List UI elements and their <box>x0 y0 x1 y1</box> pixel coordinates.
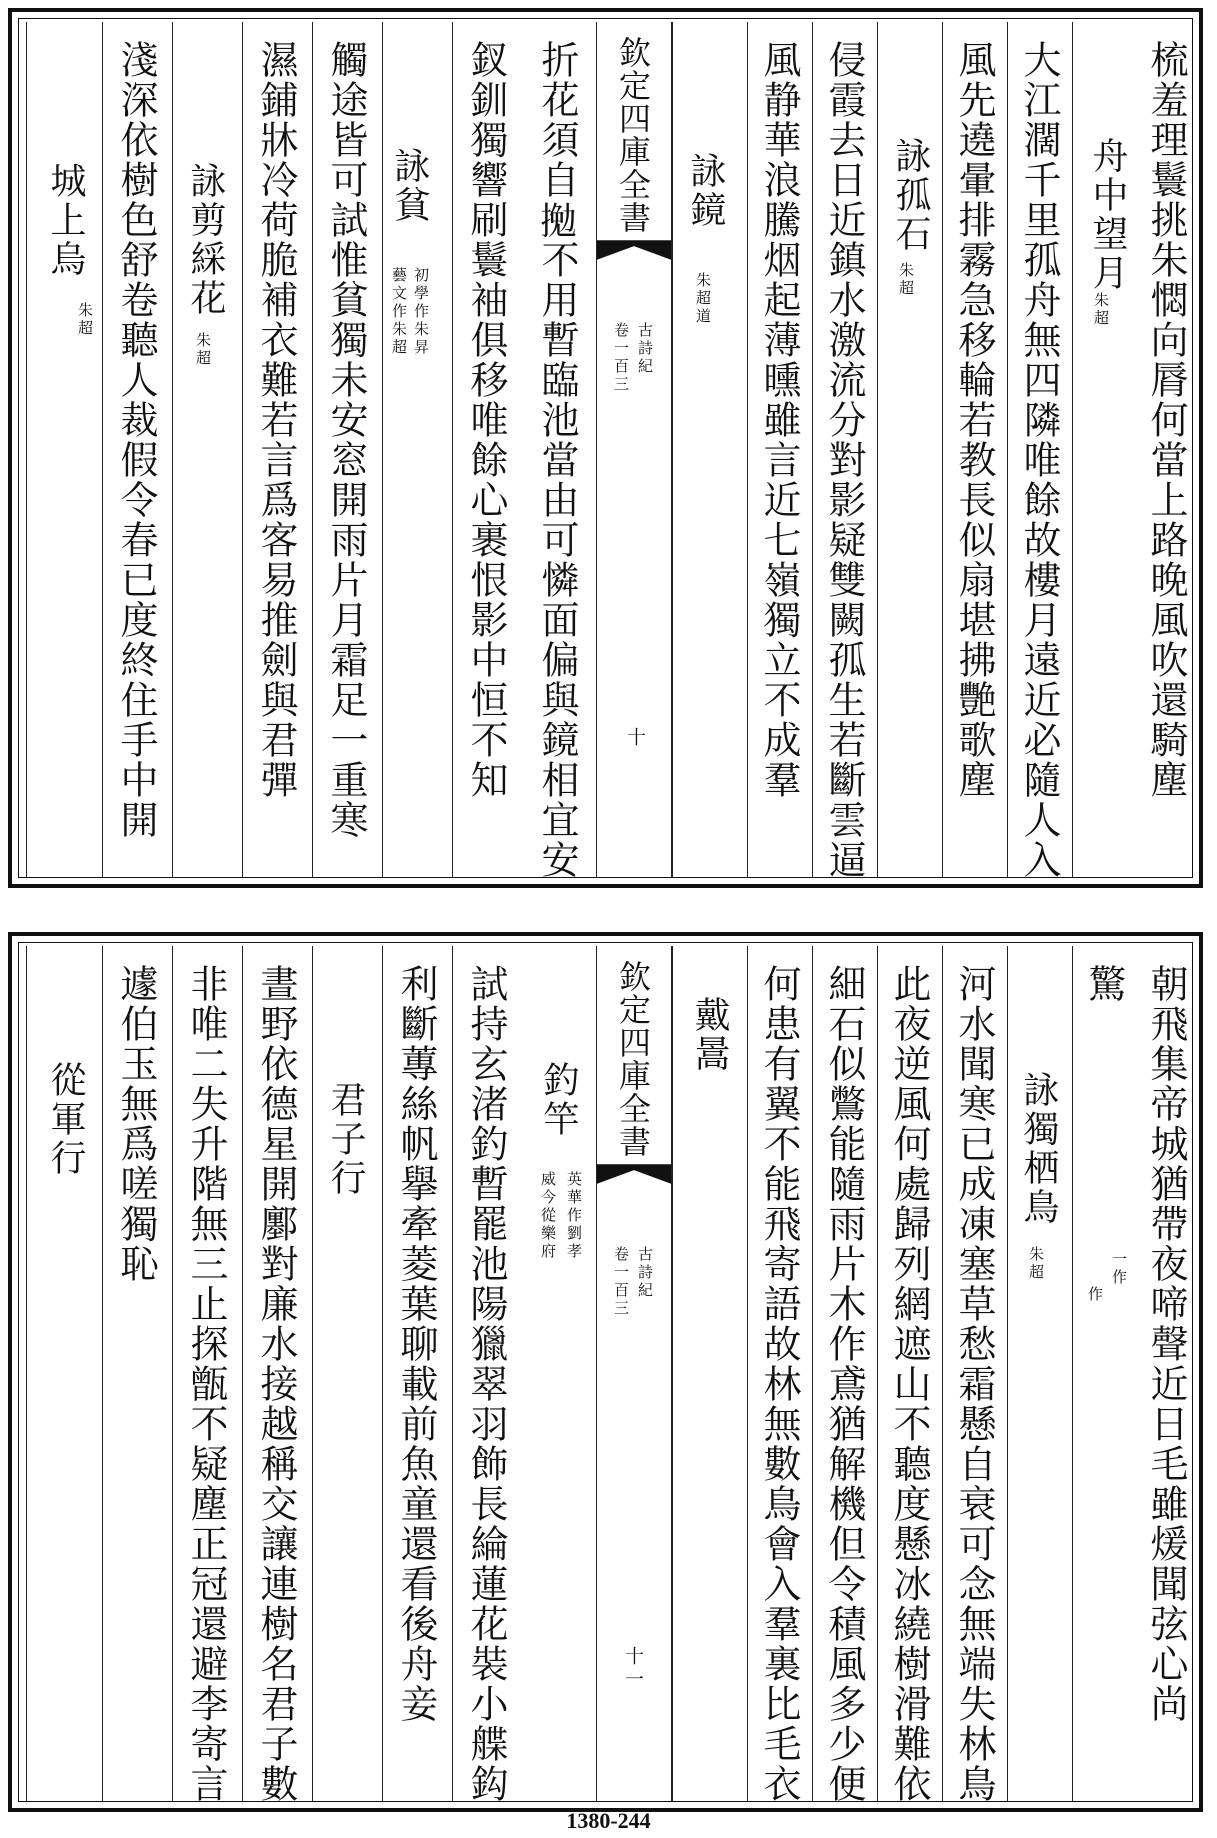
author-note: 朱超 <box>1092 292 1110 328</box>
poem-text: 非唯二失升階無三止探甑不疑塵正冠還避李寄言 <box>184 964 228 1804</box>
poem-text: 梳羞理鬟挑朱㦖向脣何當上路晚風吹還騎塵 <box>1144 40 1188 800</box>
volume-number: 卷一百三 <box>612 322 630 394</box>
poem-text: 遽伯玉無爲嗟獨恥 <box>114 964 158 1284</box>
column <box>26 22 102 878</box>
column <box>942 22 1007 878</box>
poem-text: 此夜逆風何處歸列網遮山不聽度懸冰繞樹滑難依 <box>887 964 931 1804</box>
poem-title: 城上烏 <box>45 162 86 279</box>
poem-title: 舟中望月 <box>1087 137 1128 293</box>
leaf-number: 十一 <box>622 1646 644 1692</box>
column <box>672 946 747 1802</box>
column <box>942 946 1007 1802</box>
poem-title: 詠剪綵花 <box>185 162 226 318</box>
fish-tail-mark <box>597 1164 671 1184</box>
column <box>1137 22 1193 878</box>
poem-text: 驚 <box>1082 964 1126 1004</box>
source-note: 初學作朱昇 <box>412 267 430 357</box>
poem-text: 釵釧獨響刷鬟袖俱移唯餘心裹恨影中恒不知 <box>464 40 508 800</box>
column <box>242 22 312 878</box>
poem-title: 詠孤石 <box>890 137 931 254</box>
poem-text: 風先遶暈排霧急移輪若教長似扇堪拂艷歌塵 <box>952 40 996 800</box>
column <box>747 22 812 878</box>
column <box>1007 946 1072 1802</box>
poem-text: 試持玄渚釣暫罷池陽獵翠羽飾長綸蓮花裝小艓鈎 <box>464 964 508 1804</box>
leaf-number: 十 <box>624 727 646 750</box>
column <box>312 946 382 1802</box>
top-page-panel <box>8 8 1203 888</box>
poem-text: 折花須自𢱍不用暫臨池當由可憐面偏與鏡相宜安 <box>535 40 579 880</box>
column <box>1072 22 1137 878</box>
variant-note: 一作 <box>1110 1251 1128 1287</box>
poem-text: 利斷蓴絲帆擧牽菱葉聊載前魚童還看後舟妾 <box>394 964 438 1724</box>
column <box>522 22 596 878</box>
page-header-band <box>596 946 672 1802</box>
poem-text: 大江濶千里孤舟無四隣唯餘故樓月遠近必隨人入 <box>1017 40 1061 880</box>
column <box>452 946 522 1802</box>
column <box>26 946 102 1802</box>
poem-text: 觸途皆可試惟貧獨未安窓開雨片月霜足一重寒 <box>324 40 368 840</box>
page-header-band <box>596 22 672 878</box>
source-note: 英華作劉孝 <box>565 1171 583 1261</box>
column <box>382 22 452 878</box>
poem-text: 淺深依樹色舒卷聽人裁假令春已度終住手中開 <box>114 40 158 840</box>
author-note: 朱超 <box>194 332 212 368</box>
page-footer-number: 1380-244 <box>566 1808 651 1833</box>
variant-note: 作 <box>1086 1286 1104 1304</box>
fish-tail-mark <box>597 240 671 260</box>
column <box>102 22 172 878</box>
column <box>672 22 747 878</box>
poem-text: 細石似鷩能隨雨片木作鳶猶解機但令積風多少便 <box>822 964 866 1804</box>
column <box>312 22 382 878</box>
poem-text: 河水聞寒已成凍塞草愁霜懸自衰可念無端失林鳥 <box>952 964 996 1804</box>
poem-text: 晝野依德星開鄽對廉水接越稱交讓連樹名君子數 <box>254 964 298 1804</box>
author-note: 朱超 <box>897 262 915 298</box>
column <box>1137 946 1193 1802</box>
author-note: 朱超道 <box>694 272 712 326</box>
poem-text: 朝飛集帝城猶帶夜啼聲近日毛雖煖聞弦心尚 <box>1144 964 1188 1724</box>
column <box>242 946 312 1802</box>
column <box>172 946 242 1802</box>
source-note: 藝文作朱超 <box>390 267 408 357</box>
column <box>877 22 942 878</box>
column <box>172 22 242 878</box>
book-title: 欽定四庫全書 <box>614 36 652 234</box>
column <box>877 946 942 1802</box>
column <box>812 22 877 878</box>
work-title: 古詩紀 <box>636 1246 654 1300</box>
column <box>522 946 596 1802</box>
poem-text: 何患有翼不能飛寄語故林無數鳥會入羣裏比毛衣 <box>757 964 801 1804</box>
poem-text: 侵霞去日近鎮水激流分對影疑雙闕孤生若斷雲逼 <box>822 40 866 880</box>
volume-number: 卷一百三 <box>612 1246 630 1318</box>
author-name: 戴暠 <box>689 996 730 1074</box>
author-note: 朱超 <box>76 302 94 338</box>
column <box>747 946 812 1802</box>
column <box>1072 946 1137 1802</box>
poem-title: 從軍行 <box>45 1061 86 1178</box>
source-note: 威今從樂府 <box>539 1171 557 1261</box>
book-title: 欽定四庫全書 <box>614 960 652 1158</box>
column <box>382 946 452 1802</box>
author-note: 朱超 <box>1027 1246 1045 1282</box>
poem-title: 君子行 <box>325 1081 366 1198</box>
column <box>452 22 522 878</box>
bottom-page-panel <box>8 932 1203 1812</box>
column <box>1007 22 1072 878</box>
column <box>102 946 172 1802</box>
poem-text: 濕鋪牀冷荷脆補衣難若言爲客易推劍與君彈 <box>254 40 298 800</box>
poem-title: 詠鏡 <box>685 152 726 230</box>
poem-text: 風静華浪騰烟起薄曛雖言近七嶺獨立不成羣 <box>757 40 801 800</box>
column <box>812 946 877 1802</box>
work-title: 古詩紀 <box>636 322 654 376</box>
poem-title: 詠獨栖鳥 <box>1018 1071 1059 1227</box>
poem-title: 詠貧 <box>389 147 430 225</box>
poem-title: 釣竿 <box>538 1061 579 1139</box>
